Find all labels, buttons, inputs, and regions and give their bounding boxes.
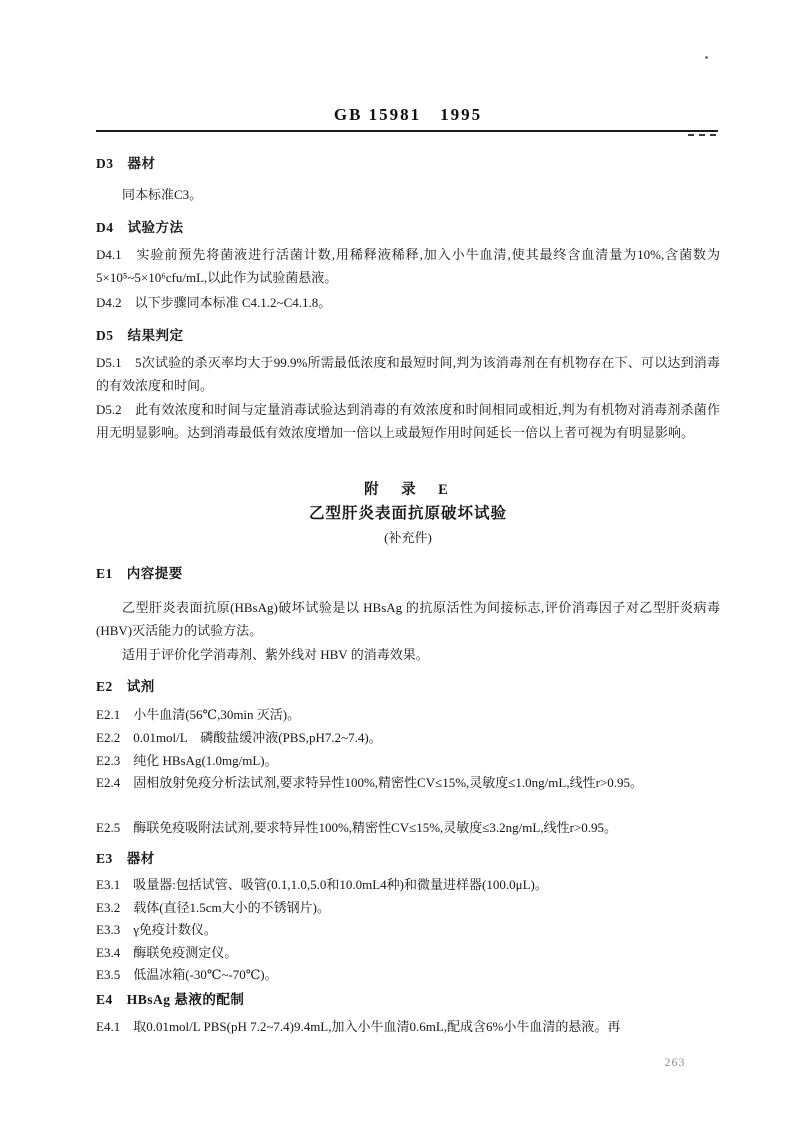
heading-d3: D3 器材 — [96, 156, 156, 171]
header-rule-dashed-artifact — [688, 134, 716, 136]
paragraph-d5-1: D5.1 5次试验的杀灭率均大于99.9%所需最低浓度和最短时间,判为该消毒剂在有机物存在下、可以达到消毒的有效浓度和时间。 — [96, 355, 720, 393]
paragraph-e1-2: 适用于评价化学消毒剂、紫外线对 HBV 的消毒效果。 — [122, 647, 429, 662]
appendix-e-title: 乙型肝炎表面抗原破坏试验 — [308, 505, 507, 522]
paragraph-e2-3: E2.3 纯化 HBsAg(1.0mg/mL)。 — [96, 753, 278, 768]
paragraph-e3-5: E3.5 低温冰箱(-30℃~-70℃)。 — [96, 967, 278, 982]
paragraph-e2-1: E2.1 小牛血清(56℃,30min 灭活)。 — [96, 707, 301, 722]
paragraph-d3-body: 同本标准C3。 — [122, 187, 203, 202]
paragraph-d4-1: D4.1 实验前预先将菌液进行活菌计数,用稀释液稀释,加入小牛血清,使其最终含血清量为10%,含菌数为5×10⁵~5×10⁶cfu/mL,以此作为试验菌悬液。 — [96, 247, 720, 285]
scan-speck-artifact — [705, 56, 708, 59]
heading-e3: E3 器材 — [96, 851, 155, 866]
paragraph-e3-4: E3.4 酶联免疫测定仪。 — [96, 945, 238, 960]
paragraph-e3-1: E3.1 吸量器:包括试管、吸管(0.1,1.0,5.0和10.0mL4种)和微量进样器(100.0μL)。 — [96, 877, 548, 892]
paragraph-e4-1: E4.1 取0.01mol/L PBS(pH 7.2~7.4)9.4mL,加入小牛血清0.6mL,配成含6%小牛血清的悬液。再 — [96, 1019, 621, 1034]
heading-e2: E2 试剂 — [96, 679, 155, 694]
heading-e4: E4 HBsAg 悬液的配制 — [96, 992, 245, 1007]
paragraph-d5-2: D5.2 此有效浓度和时间与定量消毒试验达到消毒的有效浓度和时间相同或相近,判为有机物对消毒剂杀菌作用无明显影响。达到消毒最低有效浓度增加一倍以上或最短作用时间延长一倍以上者可视为有明显影响。 — [96, 402, 720, 440]
paragraph-e3-2: E3.2 载体(直径1.5cm大小的不锈钢片)。 — [96, 900, 330, 915]
paragraph-d4-2: D4.2 以下步骤同本标准 C4.1.2~C4.1.8。 — [96, 295, 332, 310]
appendix-e-subtitle: (补充件) — [384, 530, 432, 545]
heading-d5: D5 结果判定 — [96, 328, 184, 343]
heading-d4: D4 试验方法 — [96, 220, 184, 235]
paragraph-e1-1: 乙型肝炎表面抗原(HBsAg)破坏试验是以 HBsAg 的抗原活性为间接标志,评价消毒因子对乙型肝炎病毒(HBV)灭活能力的试验方法。 — [96, 600, 720, 638]
appendix-e-label: 附 录 E — [364, 482, 452, 498]
paragraph-e2-5: E2.5 酶联免疫吸附法试剂,要求特异性100%,精密性CV≤15%,灵敏度≤3.2ng/mL,线性r>0.95。 — [96, 820, 618, 835]
header-rule — [96, 130, 718, 132]
paragraph-e3-3: E3.3 γ免疫计数仪。 — [96, 922, 217, 937]
paragraph-e2-4: E2.4 固相放射免疫分析法试剂,要求特异性100%,精密性CV≤15%,灵敏度≤1.0ng/mL,线性r>0.95。 — [96, 775, 644, 790]
paragraph-e2-2: E2.2 0.01mol/L 磷酸盐缓冲液(PBS,pH7.2~7.4)。 — [96, 730, 382, 745]
page-number: 263 — [664, 1055, 686, 1069]
heading-e1: E1 内容提要 — [96, 566, 183, 581]
standard-code-header: GB 15981 1995 — [333, 105, 483, 124]
